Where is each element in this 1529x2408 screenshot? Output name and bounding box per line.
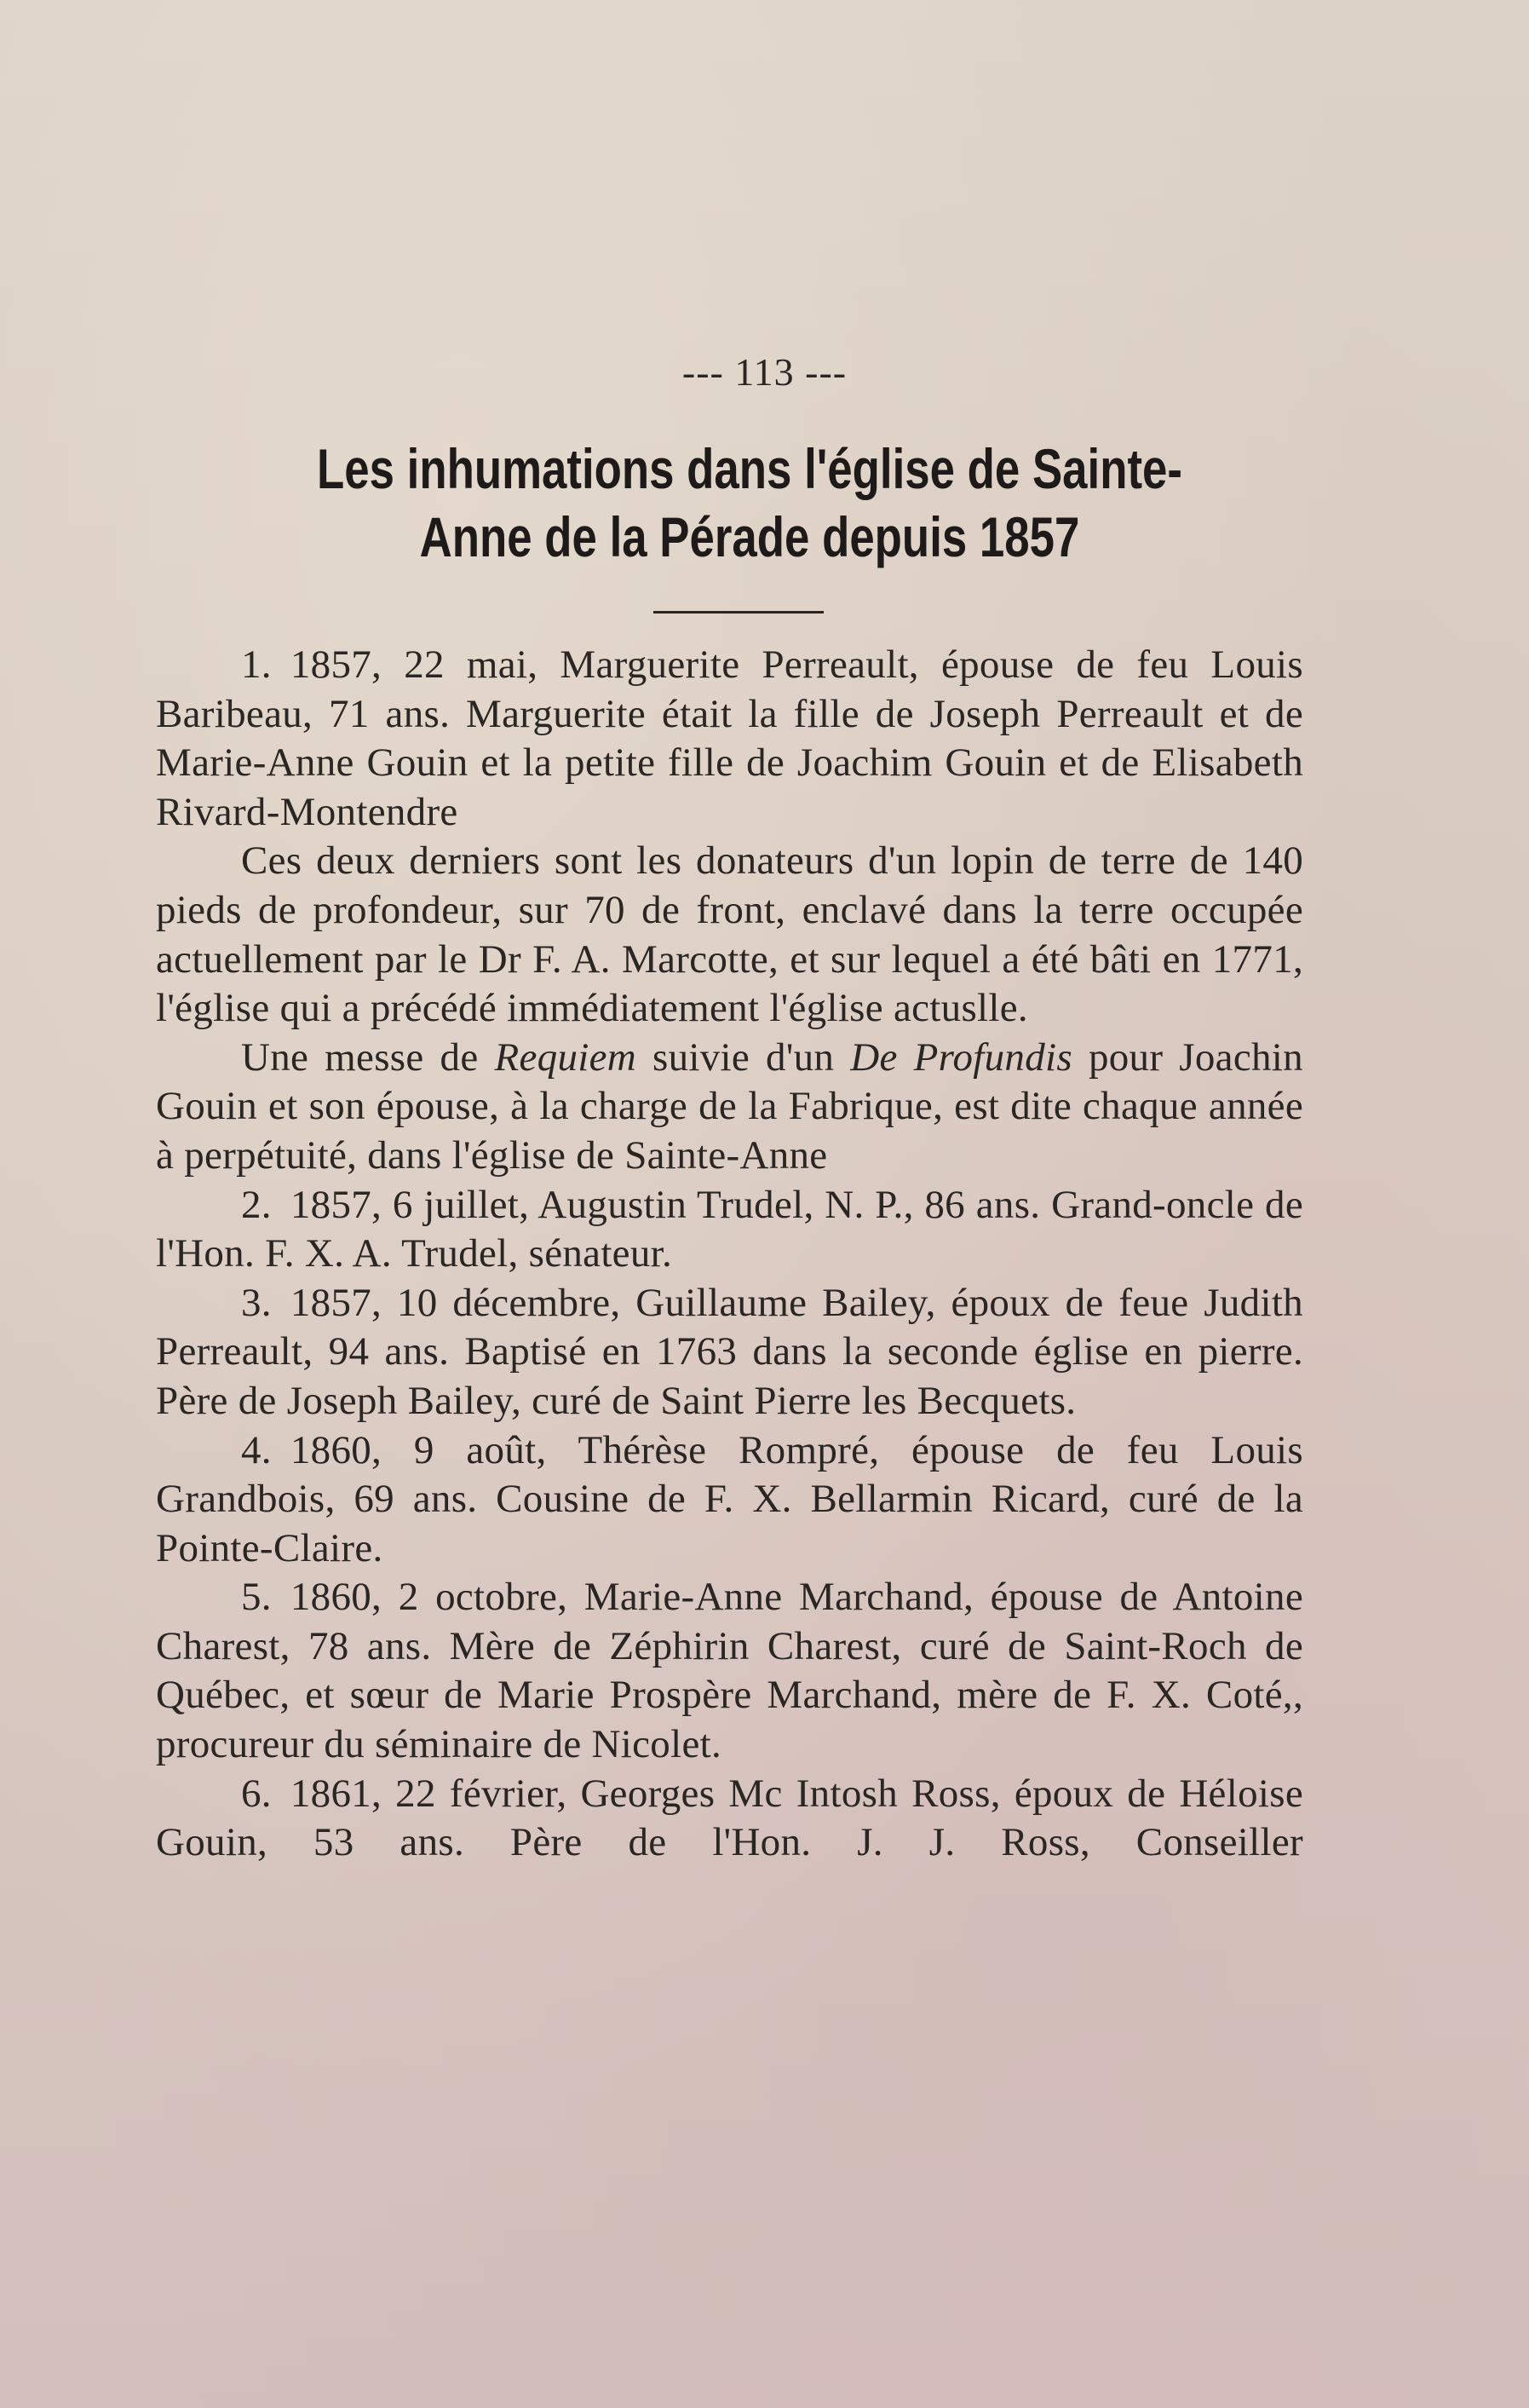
page-title: Les inhumations dans l'église de Sainte-Anne de la Pérade depuis 1857 [317,437,1182,568]
entry-1-note [156,837,1303,1033]
entry-text: 1860, 2 octobre, Marie-Anne Marchand, épouse de Antoine Charest, 78 ans. Mère de Zéphirin Charest, curé de Saint-Roch de Québec, et sœur de Marie Prospère Marchand, mère de F. X. Coté,, procureur du séminaire de Nicolet. [156,1575,1303,1767]
entry-2 [156,1181,1303,1279]
entry-1-mass-note [156,1034,1303,1181]
entry-text-part: Une messe de [241,1034,479,1080]
entry-number: 6. [241,1771,272,1816]
entry-text-part: suivie d'un [652,1034,835,1080]
entry-text: Ces deux derniers sont les donateurs d'un lopin de terre de 140 pieds de profondeur, sur 70 de front, enclavé dans la terre occupée actuellement par le Dr F. A. Marcotte, et sur lequel a été bâti en 1771, l'église qui a précédé immédiatement l'église actuslle. [156,838,1303,1031]
entry-5 [156,1573,1303,1769]
entry-text: 1861, 22 février, Georges Mc Intosh Ross, époux de Héloise Gouin, 53 ans. Père de l'Hon. J. J. Ross, Conseiller [156,1771,1303,1865]
entry-number: 1. [241,642,272,687]
entry-text-part: pour Joachin Gouin et son épouse, à la charge de la Fabrique, est dite chaque année à perpétuité, dans l'église de Sainte-Anne [156,1034,1303,1178]
entry-number: 5. [241,1575,272,1620]
entry-number: 3. [241,1280,272,1325]
entry-text: 1860, 9 août, Thérèse Rompré, épouse de feu Louis Grandbois, 69 ans. Cousine de F. X. Bellarmin Ricard, curé de la Pointe-Claire. [156,1427,1303,1570]
entry-3 [156,1279,1303,1426]
entry-text: 1857, 22 mai, Marguerite Perreault, épouse de feu Louis Baribeau, 71 ans. Marguerite était la fille de Joseph Perreault et de Marie-Anne Gouin et la petite fille de Joachim Gouin et de Elisabeth Rivard-Montendre [156,642,1303,834]
entry-number: 4. [241,1427,272,1472]
entry-text: 1857, 10 décembre, Guillaume Bailey, époux de feue Judith Perreault, 94 ans. Baptisé en 1763 dans la seconde église en pierre. Père de Joseph Bailey, curé de Saint Pierre les Becquets. [156,1280,1303,1423]
title-divider [653,611,824,614]
entry-number: 2. [241,1182,272,1227]
entry-italic-requiem: Requiem [494,1034,637,1080]
page-number: --- 113 --- [681,350,848,394]
entry-1 [156,641,1303,837]
entry-text: 1857, 6 juillet, Augustin Trudel, N. P., 86 ans. Grand-oncle de l'Hon. F. X. A. Trudel, sénateur. [156,1182,1303,1276]
document-body [156,641,1303,1868]
entry-6 [156,1770,1303,1868]
entry-4 [156,1426,1303,1574]
entry-italic-de-profundis: De Profundis [850,1034,1072,1080]
